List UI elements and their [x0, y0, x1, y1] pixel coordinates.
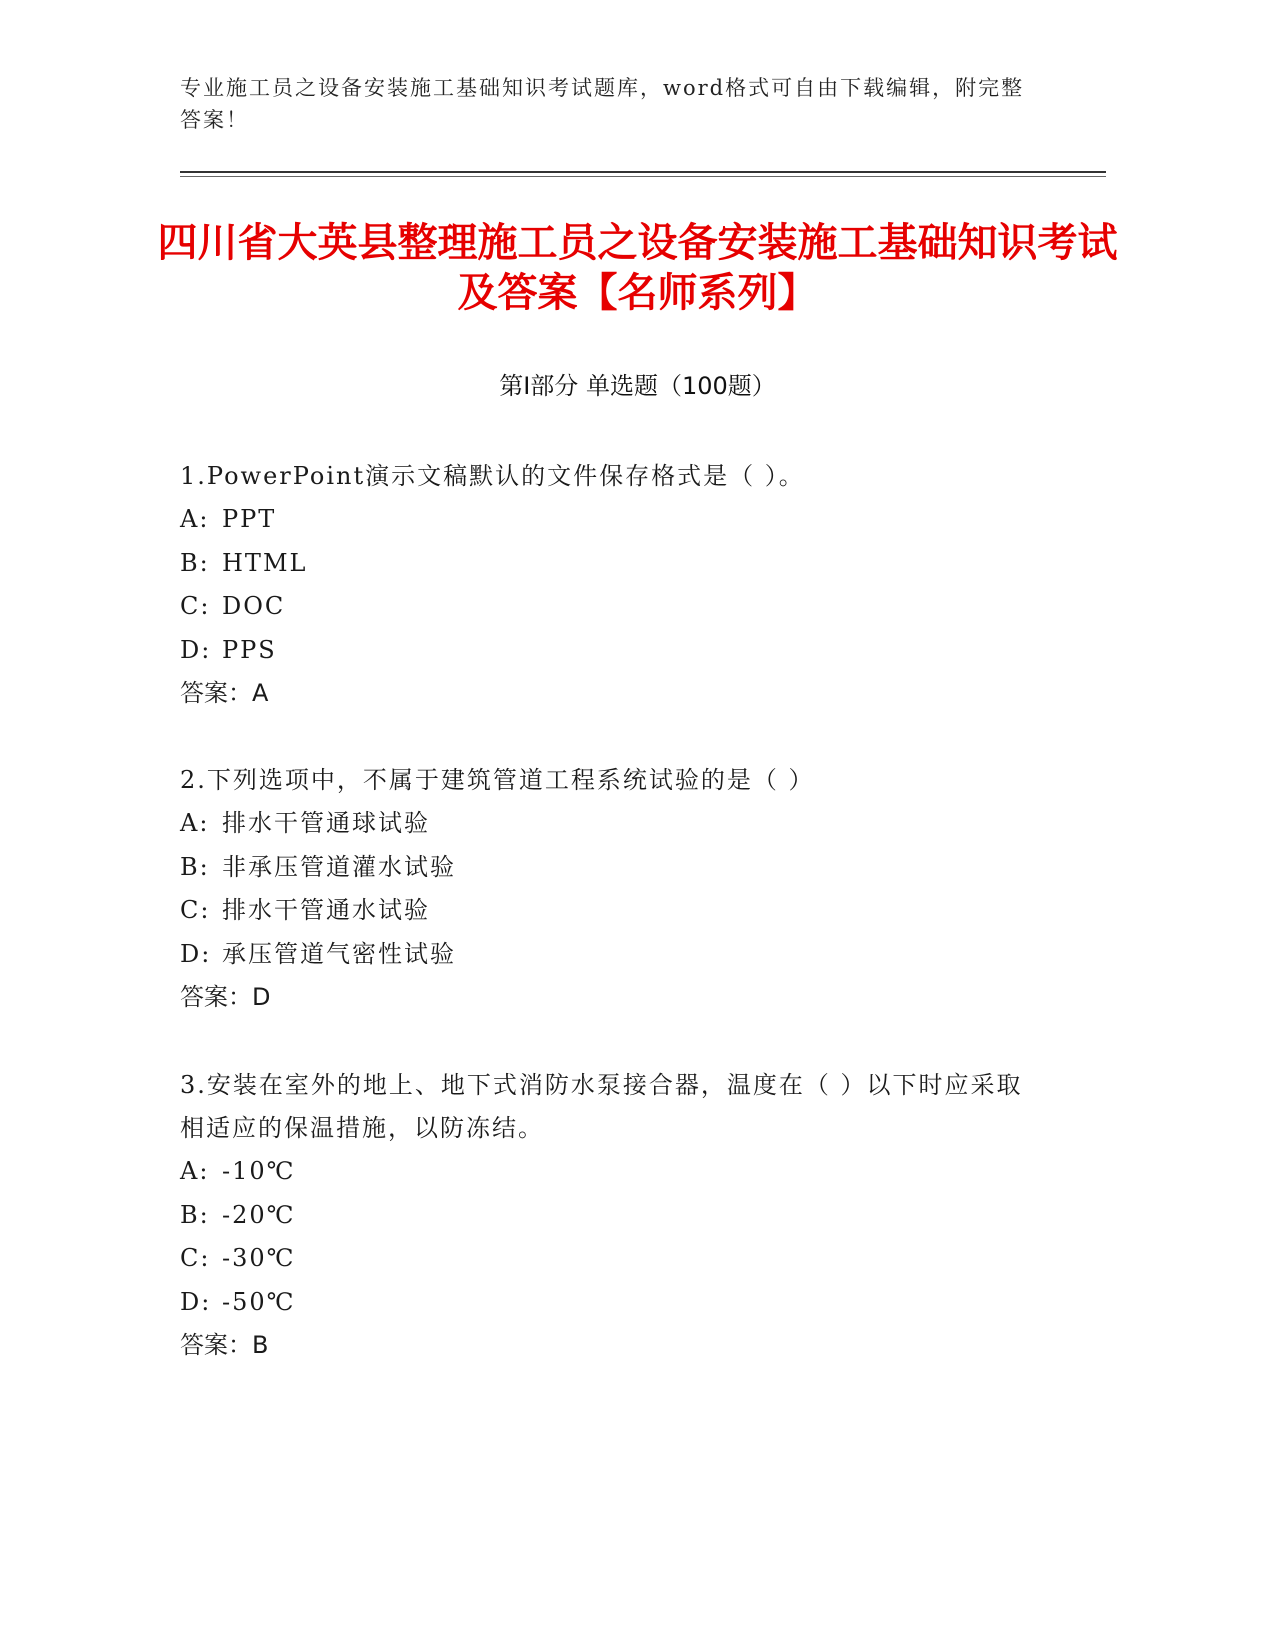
- answer-label: 答案：: [180, 1331, 252, 1359]
- answer-value: B: [252, 1331, 269, 1359]
- answer-line: [180, 976, 1040, 1020]
- question-stem: 2.下列选项中，不属于建筑管道工程系统试验的是（ ）: [180, 766, 815, 794]
- question-1: [180, 455, 1040, 716]
- option-letter: A:: [180, 505, 210, 533]
- option-letter: B:: [180, 548, 210, 577]
- option-text: PPT: [222, 505, 277, 533]
- option-a: [180, 498, 1040, 542]
- option-text: DOC: [222, 592, 286, 620]
- header-divider-thick: [180, 171, 1106, 173]
- question-stem: 1.PowerPoint演示文稿默认的文件保存格式是（ ）。: [180, 462, 805, 490]
- option-a: [180, 802, 1040, 846]
- option-text: 非承压管道灌水试验: [222, 852, 456, 881]
- option-text: 排水干管通水试验: [222, 896, 430, 924]
- document-title: 四川省大英县整理施工员之设备安装施工基础知识考试及答案【名师系列】: [157, 220, 1118, 316]
- option-letter: C:: [180, 896, 211, 924]
- option-text: -50℃: [222, 1287, 296, 1316]
- option-text: PPS: [222, 635, 277, 664]
- header-divider-thin: [180, 176, 1106, 177]
- option-letter: A:: [180, 809, 210, 837]
- option-text: 排水干管通球试验: [222, 809, 430, 837]
- option-letter: D:: [180, 939, 212, 968]
- answer-label: 答案：: [180, 679, 252, 707]
- answer-value: A: [252, 679, 269, 707]
- option-c: [180, 889, 1040, 933]
- option-letter: C:: [180, 1244, 211, 1272]
- option-letter: B:: [180, 1200, 210, 1229]
- option-d: [180, 629, 1040, 673]
- option-letter: D:: [180, 635, 212, 664]
- option-text: -30℃: [222, 1244, 296, 1272]
- option-b: [180, 542, 1040, 586]
- option-a: [180, 1150, 1040, 1194]
- answer-value: D: [252, 983, 271, 1011]
- question-2: [180, 759, 1040, 1020]
- option-text: -10℃: [222, 1157, 296, 1185]
- option-d: [180, 933, 1040, 977]
- question-stem: 3.安装在室外的地上、地下式消防水泵接合器，温度在（ ）以下时应采取相适应的保温措施，以防冻结。: [180, 1071, 1023, 1142]
- option-d: [180, 1281, 1040, 1325]
- option-letter: A:: [180, 1157, 210, 1185]
- option-b: [180, 1194, 1040, 1238]
- option-c: [180, 1237, 1040, 1281]
- option-letter: C:: [180, 592, 211, 620]
- header-note: 专业施工员之设备安装施工基础知识考试题库，word格式可自由下载编辑，附完整答案！: [180, 76, 1025, 132]
- answer-line: [180, 1324, 1040, 1368]
- question-3: [180, 1064, 1040, 1368]
- option-b: [180, 846, 1040, 890]
- option-c: [180, 585, 1040, 629]
- answer-line: [180, 672, 1040, 716]
- option-text: HTML: [222, 548, 308, 577]
- section-title: 第I部分 单选题（100题）: [499, 372, 776, 400]
- option-letter: D:: [180, 1287, 212, 1316]
- option-text: -20℃: [222, 1200, 296, 1229]
- option-letter: B:: [180, 852, 210, 881]
- answer-label: 答案：: [180, 983, 252, 1011]
- option-text: 承压管道气密性试验: [222, 939, 456, 968]
